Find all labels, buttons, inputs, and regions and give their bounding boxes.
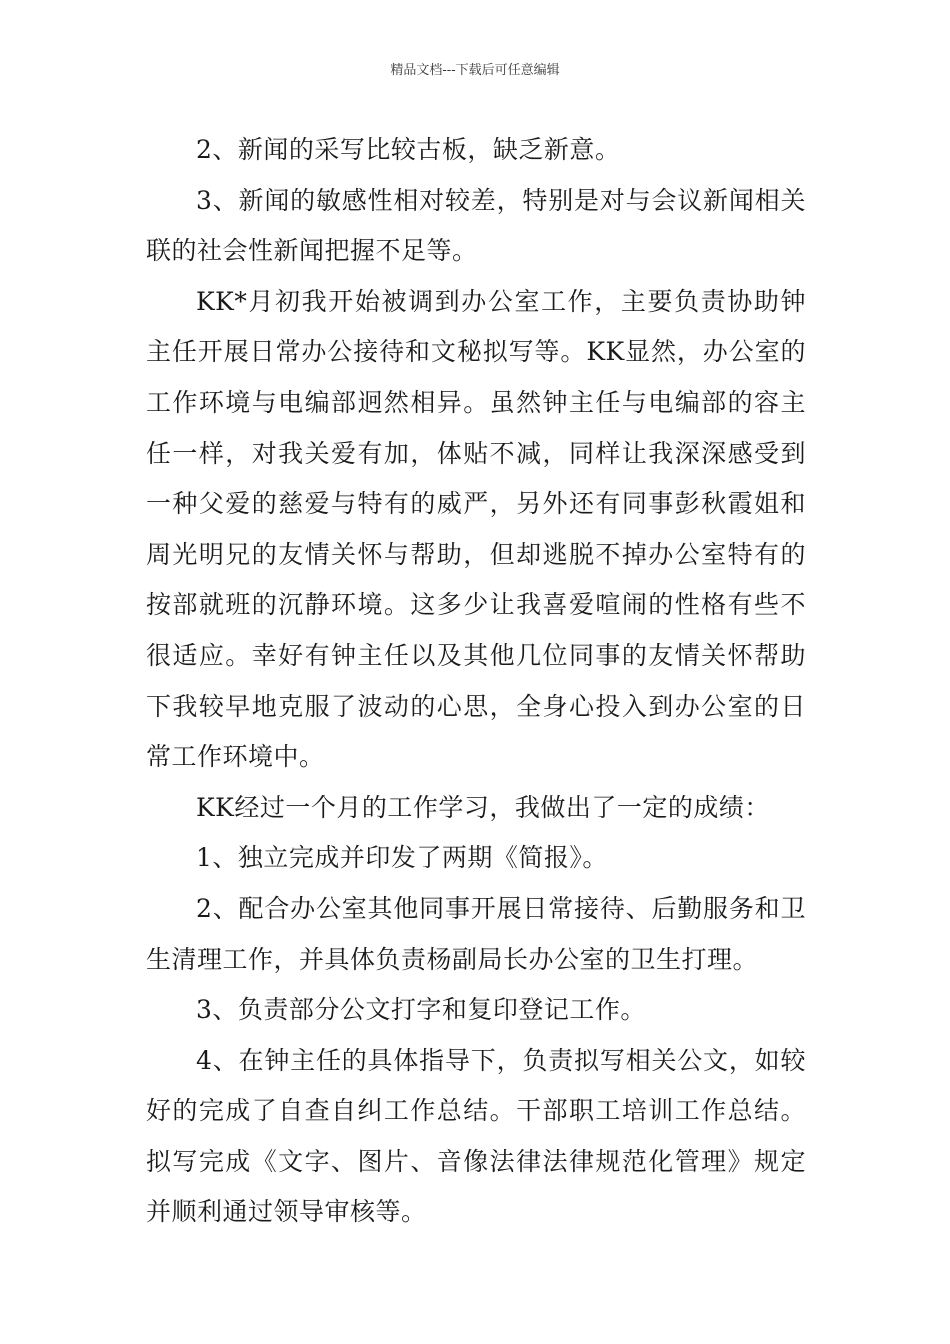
paragraph-office-work: KK*月初我开始被调到办公室工作，主要负责协助钟主任开展日常办公接待和文秘拟写等。KK显然，办公室的工作环境与电编部迥然相异。虽然钟主任与电编部的容主任一样，对我关爱有加，体贴不减，同样让我深深感受到一种父爱的慈爱与特有的威严，另外还有同事彭秋霞姐和周光明兄的友情关怀与帮助，但却逃脱不掉办公室特有的按部就班的沉静环境。这多少让我喜爱喧闹的性格有些不很适应。幸好有钟主任以及其他几位同事的友情关怀帮助下我较早地克服了波动的心思，全身心投入到办公室的日常工作环境中。 <box>146 286 806 772</box>
paragraph-achievement-1: 1、独立完成并印发了两期《简报》。 <box>196 843 608 873</box>
document-body <box>146 125 806 1238</box>
paragraph-achievement-3: 3、负责部分公文打字和复印登记工作。 <box>196 995 646 1025</box>
paragraph-item-2: 2、新闻的采写比较古板，缺乏新意。 <box>196 135 621 164</box>
paragraph-item-3: 3、新闻的敏感性相对较差，特别是对与会议新闻相关联的社会性新闻把握不足等。 <box>146 185 806 266</box>
paragraph-achievement-2: 2、配合办公室其他同事开展日常接待、后勤服务和卫生清理工作，并具体负责杨副局长办公室的卫生打理。 <box>146 893 806 974</box>
paragraph-achievement-4: 4、在钟主任的具体指导下，负责拟写相关公文，如较好的完成了自查自纠工作总结。干部职工培训工作总结。拟写完成《文字、图片、音像法律法律规范化管理》规定并顺利通过领导审核等。 <box>146 1045 806 1227</box>
paragraph-achievements-intro: KK经过一个月的工作学习，我做出了一定的成绩： <box>196 792 770 822</box>
page-header: 精品文档---下载后可任意编辑 <box>390 63 560 78</box>
